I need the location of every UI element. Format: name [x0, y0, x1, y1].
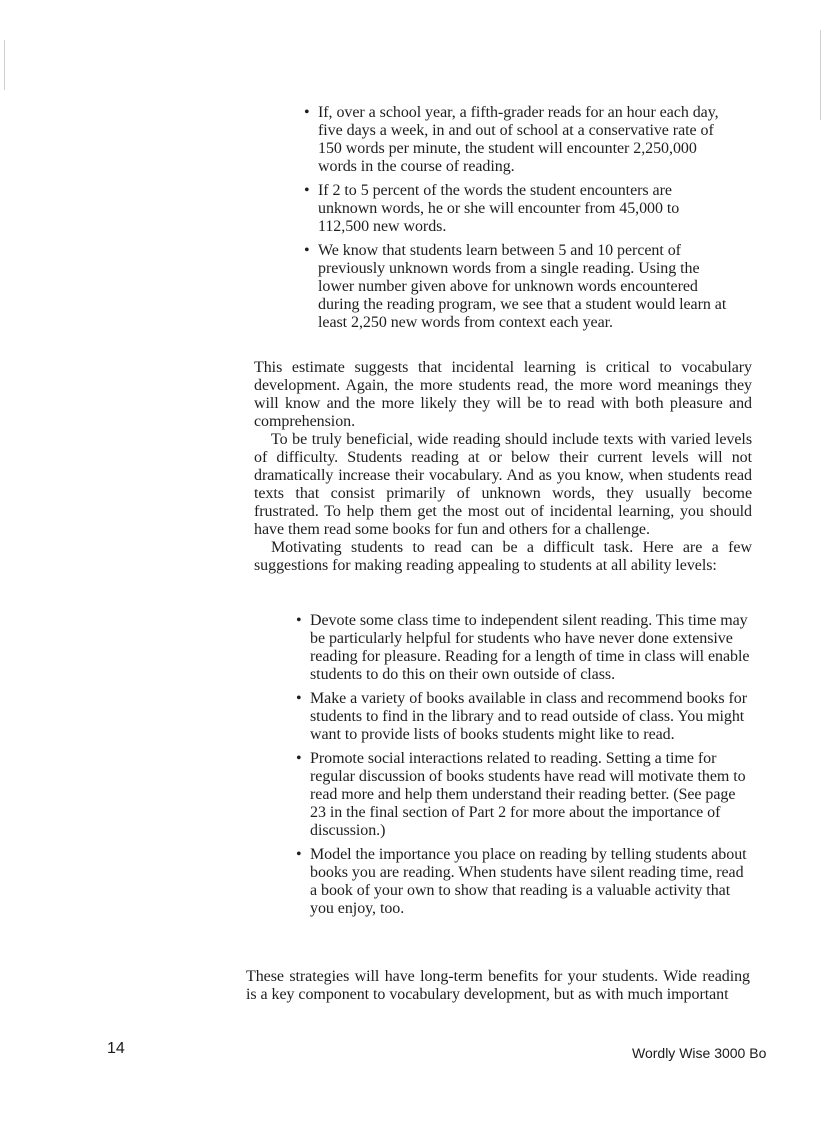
top-bullet-list — [304, 104, 734, 338]
bullet-unknown-words: • If 2 to 5 percent of the words the student encounters are unknown words, he or she will encounter from 45,000 to 112,500 new words. — [304, 182, 734, 236]
strategy-bullet-list — [296, 612, 752, 924]
running-footer-title: Wordly Wise 3000 Bo — [632, 1045, 767, 1061]
bullet-learning-rate: • We know that students learn between 5 and 10 percent of previously unknown words from a single reading. Using the lower number given above for unknown words encountered during the reading program, we see that a student would learn at least 2,250 new words from context each year. — [304, 242, 734, 332]
bullet-book-variety: • Make a variety of books available in class and recommend books for students to find in the library and to read outside of class. You might want to provide lists of books students might like to read. — [296, 690, 752, 744]
paragraph-motivating-students: Motivating students to read can be a difficult task. Here are a few suggestions for making reading appealing to students at all ability levels: — [254, 539, 752, 574]
bullet-model-reading: • Model the importance you place on reading by telling students about books you are reading. When students have silent reading time, read a book of your own to show that reading is a valuable activity that you enjoy, too. — [296, 846, 752, 918]
bullet-reading-volume: • If, over a school year, a fifth-grader reads for an hour each day, five days a week, in and out of school at a conservative rate of 150 words per minute, the student will encounter 2,250,000 words in the course of reading. — [304, 104, 734, 176]
left-edge-mark — [4, 40, 5, 90]
paragraph-incidental-learning: This estimate suggests that incidental learning is critical to vocabulary development. Again, the more students read, the more word meanings they will know and the more likely they will be to read with both pleasure and comprehension. — [254, 359, 752, 430]
body-paragraphs — [254, 359, 752, 575]
page-number: 14 — [107, 1040, 125, 1057]
closing-paragraph: These strategies will have long-term benefits for your students. Wide reading is a key component to vocabulary development, but as with much important — [246, 968, 750, 1003]
bullet-silent-reading: • Devote some class time to independent silent reading. This time may be particularly helpful for students who have never done extensive reading for pleasure. Reading for a length of time in class will enable students to do this on their own outside of class. — [296, 612, 752, 684]
right-edge-mark — [820, 30, 821, 120]
paragraph-wide-reading: To be truly beneficial, wide reading should include texts with varied levels of difficulty. Students reading at or below their current levels will not dramatically increase their vocabulary. And as you know, when students read texts that consist primarily of unknown words, they usually become frustrated. To help them get the most out of incidental learning, you should have them read some books for fun and others for a challenge. — [254, 431, 752, 538]
bullet-social-interactions: • Promote social interactions related to reading. Setting a time for regular discussion of books students have read will motivate them to read more and help them understand their reading better. (See page 23 in the final section of Part 2 for more about the importance of discussion.) — [296, 750, 752, 840]
